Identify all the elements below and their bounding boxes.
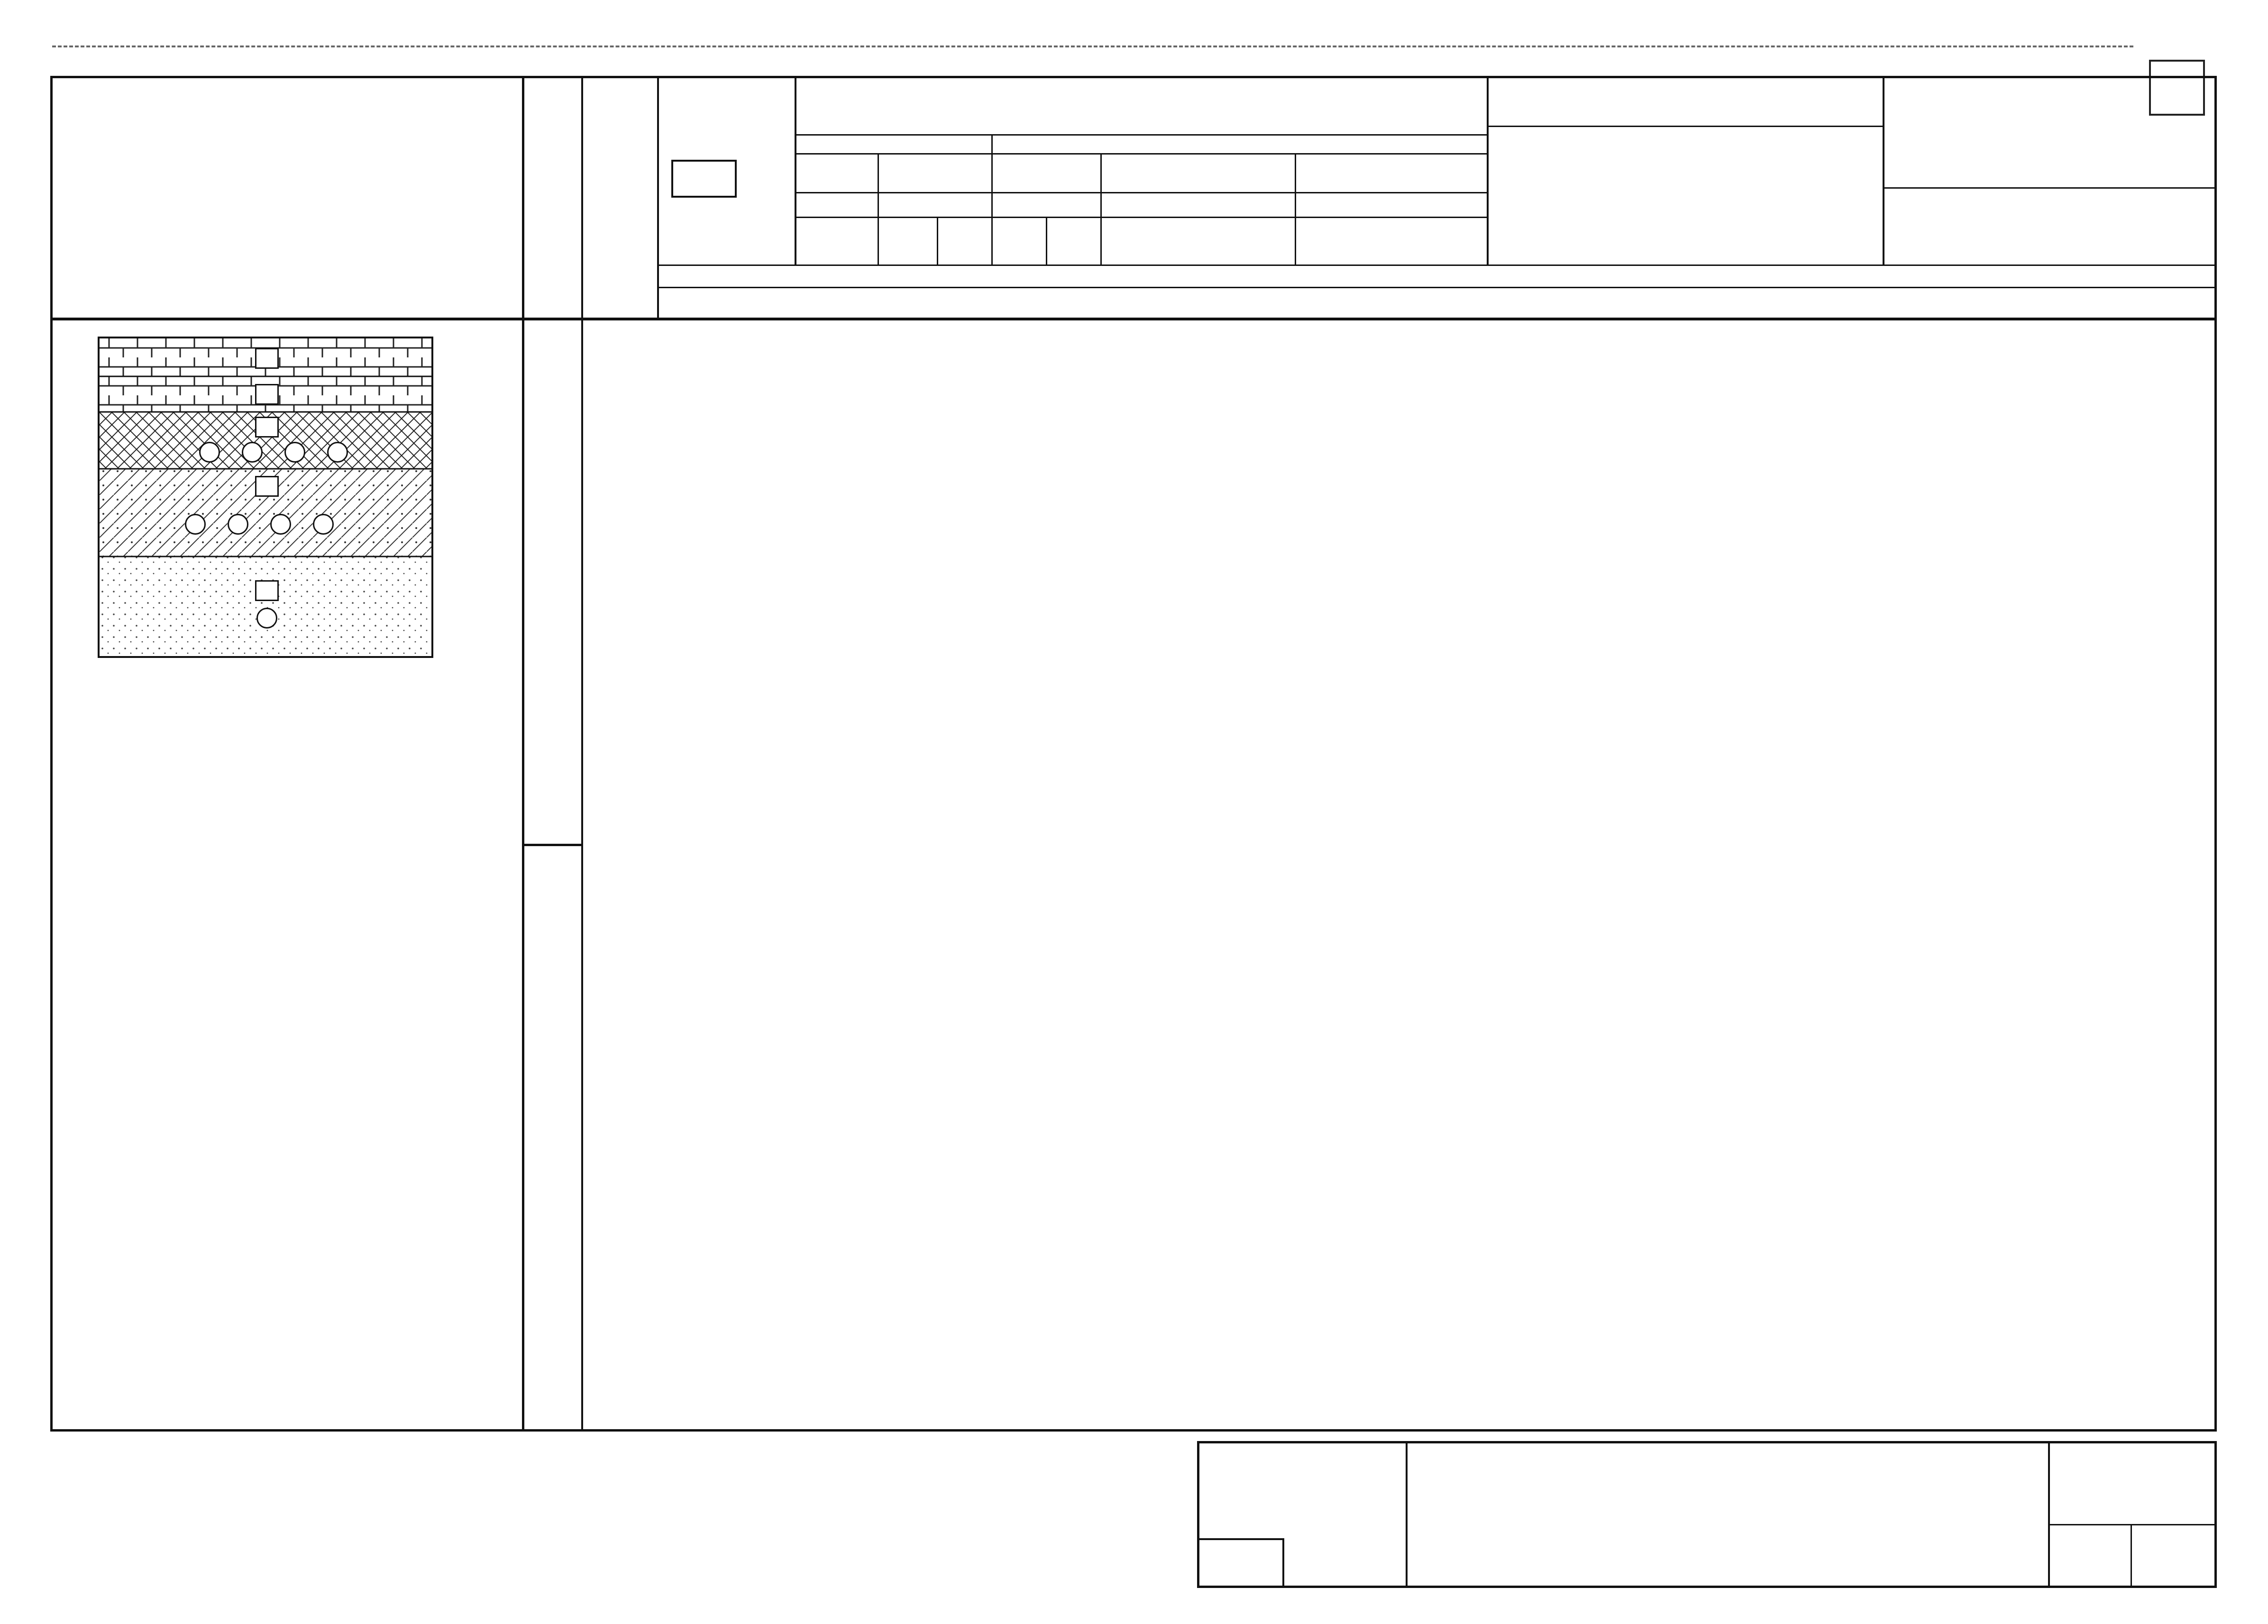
- e-general-header: [657, 78, 796, 265]
- legend-panel: [53, 318, 524, 1429]
- soil-characteristics-header: [1883, 78, 2214, 265]
- title-block: [1197, 1441, 2217, 1588]
- series-block: [2048, 1443, 2216, 1586]
- drawing-sheet: [50, 76, 2217, 1432]
- material-circle: [256, 608, 277, 629]
- material-circle: [313, 514, 334, 535]
- material-circle: [327, 442, 348, 463]
- material-circle: [199, 442, 220, 463]
- table-header: [53, 78, 2214, 320]
- terrain-type-row: [657, 265, 2214, 288]
- material-circle: [185, 514, 206, 535]
- layer-label: [255, 384, 279, 405]
- layer-label: [255, 476, 279, 497]
- layer-label: [255, 348, 279, 369]
- layer-label: [255, 580, 279, 601]
- climate-zone-header: [522, 78, 583, 318]
- pavement-layers-diagram: [98, 337, 433, 658]
- schema-title: [53, 78, 524, 318]
- stamp-year: [1199, 1538, 1284, 1588]
- stamp-type: [1282, 1443, 1408, 1586]
- soil-moduli-header: [1487, 78, 1884, 265]
- data-table: [657, 318, 2214, 1429]
- top-dashed-line: [52, 46, 2133, 47]
- material-circle: [284, 442, 305, 463]
- climate-zone-II: [522, 318, 583, 846]
- thickness-header: [795, 78, 1489, 265]
- material-circle: [228, 514, 248, 535]
- material-circle: [242, 442, 263, 463]
- climate-zone-III: [522, 844, 583, 1429]
- e-tr-box: [671, 160, 737, 198]
- material-circle: [270, 514, 291, 535]
- traffic-header: [581, 78, 659, 318]
- layer-label: [255, 417, 279, 438]
